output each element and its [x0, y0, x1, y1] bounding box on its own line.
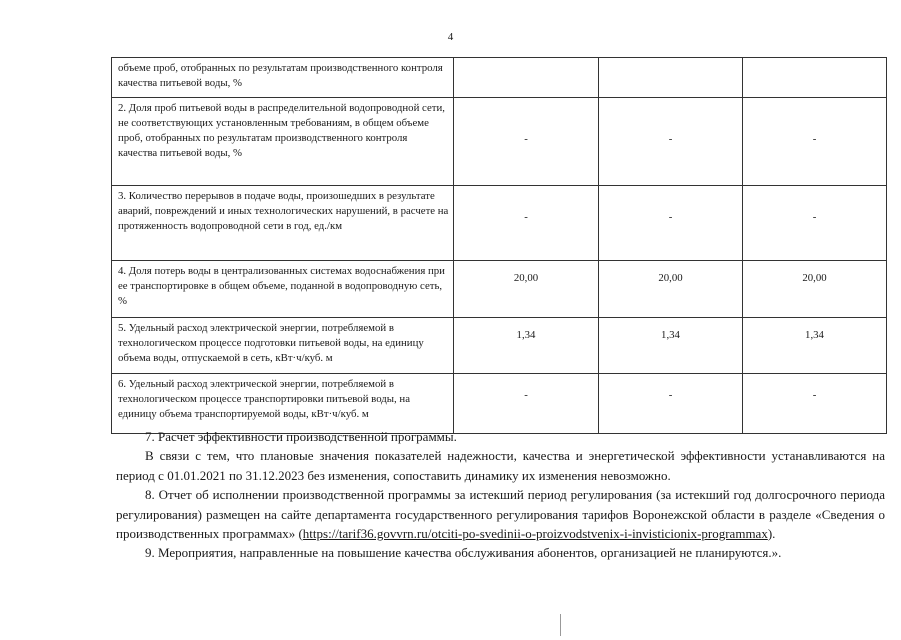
- value-cell: [743, 58, 887, 98]
- value-cell: 20,00: [454, 261, 599, 318]
- value-cell: -: [743, 98, 887, 186]
- scan-mark: [560, 614, 561, 636]
- value-cell: -: [599, 374, 743, 434]
- section-8-lead: 8. Отчет об исполнении производственной программы за истекший период регулирования (за истекший год долгосрочного периода регулирования) размещен на сайте департамента государственного регулирования тарифов Воронежской области в разделе «Сведения о производственных программах» (: [116, 487, 885, 542]
- value-cell: -: [599, 186, 743, 261]
- value-cell: [599, 58, 743, 98]
- section-8-text: [116, 485, 885, 543]
- page-number: 4: [447, 31, 454, 43]
- value-cell: -: [454, 98, 599, 186]
- table-row: [112, 58, 887, 98]
- value-cell: -: [743, 374, 887, 434]
- indicator-description: 5. Удельный расход электрической энергии, потребляемой в технологическом процессе подготовки питьевой воды, на единицу объема воды, отпускаемой в сеть, кВт·ч/куб. м: [112, 318, 454, 374]
- tariff-site-link[interactable]: https://tarif36.govvrn.ru/otciti-po-svedinii-o-proizvodstvenix-i-invisticionix-programmax: [302, 526, 768, 542]
- value-cell: [454, 58, 599, 98]
- table-row: [112, 374, 887, 434]
- table-row: [112, 186, 887, 261]
- section-7-text: В связи с тем, что плановые значения показателей надежности, качества и энергетической эффективности устанавливаются на период с 01.01.2021 по 31.12.2023 без изменения, сопоставить динамику их изменения невозможно.: [116, 448, 885, 483]
- indicator-description: 2. Доля проб питьевой воды в распределительной водопроводной сети, не соответствующих установленным требованиям, в общем объеме проб, отобранных по результатам производственного контроля качества питьевой воды, %: [112, 98, 454, 186]
- section-8-tail: ).: [767, 526, 776, 542]
- value-cell: 1,34: [599, 318, 743, 374]
- value-cell: 20,00: [743, 261, 887, 318]
- indicator-description: 4. Доля потерь воды в централизованных системах водоснабжения при ее транспортировке в общем объеме, поданной в водопроводную сеть, %: [112, 261, 454, 318]
- table-row: [112, 98, 887, 186]
- value-cell: -: [599, 98, 743, 186]
- indicator-description: объеме проб, отобранных по результатам производственного контроля качества питьевой воды, %: [112, 58, 454, 98]
- value-cell: -: [454, 374, 599, 434]
- table-row: [112, 261, 887, 318]
- table-row: [112, 318, 887, 374]
- section-9-text: 9. Мероприятия, направленные на повышение качества обслуживания абонентов, организацией не планируются.».: [145, 545, 782, 561]
- section-7-heading: 7. Расчет эффективности производственной программы.: [145, 429, 457, 444]
- indicator-description: 6. Удельный расход электрической энергии, потребляемой в технологическом процессе транспортировки питьевой воды, на единицу объема транспортируемой воды, кВт·ч/куб. м: [112, 374, 454, 434]
- indicator-description: 3. Количество перерывов в подаче воды, произошедших в результате аварий, повреждений и иных технологических нарушений, в расчете на протяженность водопроводной сети в год, ед./км: [112, 186, 454, 261]
- value-cell: 1,34: [743, 318, 887, 374]
- value-cell: 1,34: [454, 318, 599, 374]
- value-cell: -: [743, 186, 887, 261]
- indicators-table: [111, 57, 887, 434]
- document-body: [116, 427, 885, 563]
- value-cell: 20,00: [599, 261, 743, 318]
- value-cell: -: [454, 186, 599, 261]
